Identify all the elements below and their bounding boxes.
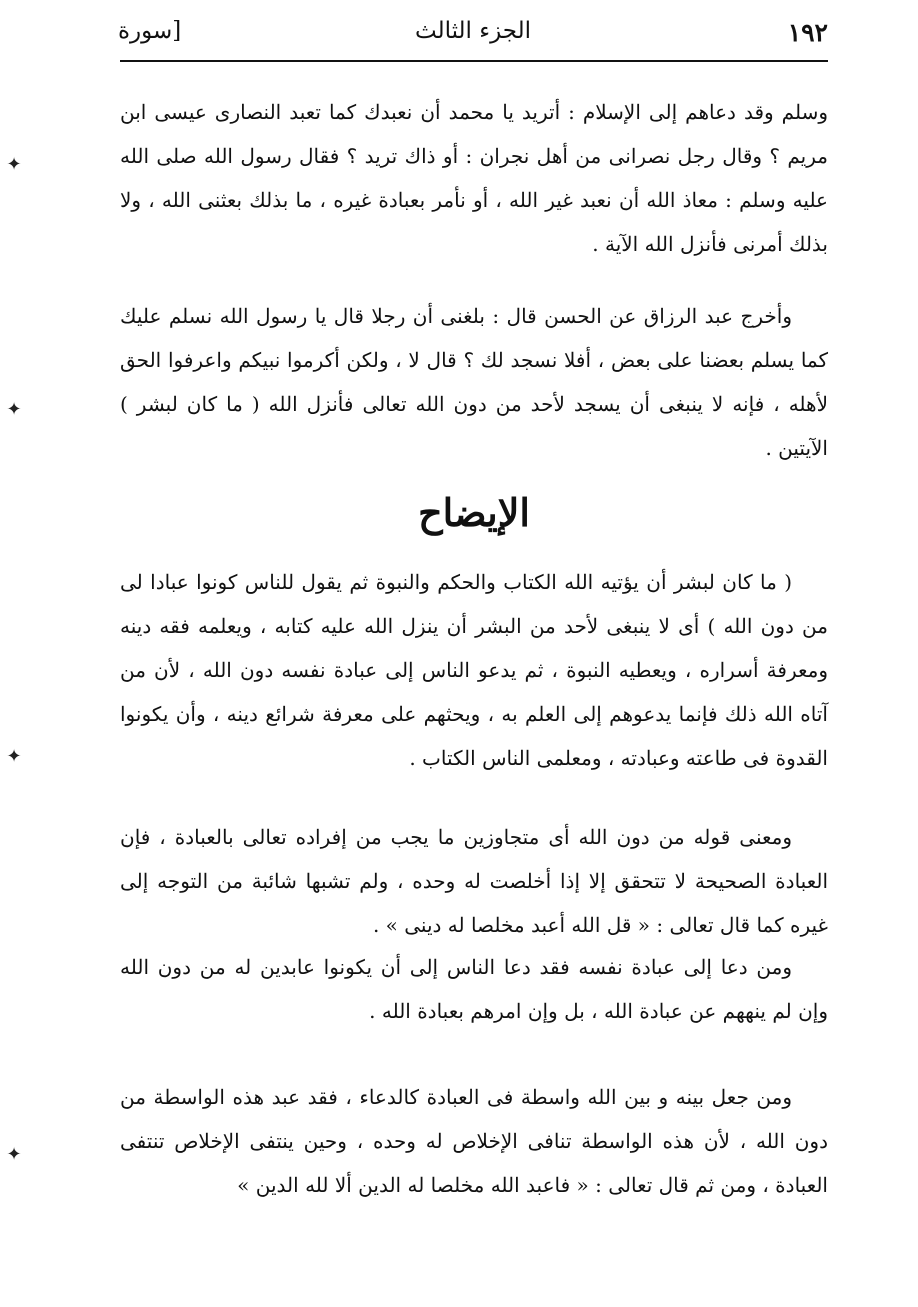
paragraph-4: ومعنى قوله من دون الله أى متجاوزين ما يجب من إفراده تعالى بالعبادة ، فإن العبادة الصحيحة لا تتحقق إلا إذا أخلصت له وحده ، ولم تشبها شائبة من التوجه إلى غيره كما قال تعالى : « قل الله أعبد مخلصا له دينى » . [120, 825, 828, 937]
page-number: ١٩٢ [787, 18, 828, 47]
running-header [118, 10, 828, 54]
surah-label: [سورة [118, 18, 182, 44]
paragraph-2: وأخرج عبد الرزاق عن الحسن قال : بلغنى أن رجلا قال يا رسول الله نسلم عليك كما يسلم بعضنا على بعض ، أفلا نسجد لك ؟ قال لا ، ولكن أكرموا نبيكم واعرفوا الحق لأهله ، فإنه لا ينبغى أن يسجد لأحد من دون الله تعالى فأنزل الله ( ما كان لبشر ) الآيتين . [120, 304, 828, 460]
margin-mark-icon: ✦ [6, 399, 22, 420]
paragraph-5: ومن دعا إلى عبادة نفسه فقد دعا الناس إلى أن يكونوا عابدين له من دون الله وإن لم ينههم عن عبادة الله ، بل وإن امرهم بعبادة الله . [120, 955, 828, 1023]
margin-mark-icon: ✦ [6, 746, 22, 767]
header-rule [120, 60, 828, 62]
paragraph-3: ( ما كان لبشر أن يؤتيه الله الكتاب والحكم والنبوة ثم يقول للناس كونوا عبادا لى من دون الله ) أى لا ينبغى لأحد من البشر أن ينزل الله عليه كتابه ، ويعلمه فقه دينه ومعرفة أسراره ، ويعطيه النبوة ، ثم يدعو الناس إلى عبادة نفسه دون الله ، لأن من آتاه الله ذلك فإنما يدعوهم إلى العلم به ، ويحثهم على معرفة شرائع دينه ، وأن يكونوا القدوة فى طاعته وعبادته ، ومعلمى الناس الكتاب . [120, 570, 828, 770]
section-title: الإيضاح [418, 490, 530, 535]
margin-mark-icon: ✦ [6, 1144, 22, 1165]
paragraph-1: وسلم وقد دعاهم إلى الإسلام : أتريد يا محمد أن نعبدك كما تعبد النصارى عيسى ابن مريم ؟ وقال رجل نصرانى من أهل نجران : أو ذاك تريد ؟ فقال رسول الله صلى الله عليه وسلم : معاذ الله أن نعبد غير الله ، أو نأمر بعبادة غيره ، ما بذلك بعثنى الله ، ولا بذلك أمرنى فأنزل الله الآية . [120, 100, 828, 256]
part-title: الجزء الثالث [415, 18, 531, 44]
margin-mark-icon: ✦ [6, 154, 22, 175]
paragraph-6: ومن جعل بينه و بين الله واسطة فى العبادة كالدعاء ، فقد عبد هذه الواسطة من دون الله ، لأن هذه الواسطة تنافى الإخلاص له وحده ، وحين ينتفى الإخلاص تنتفى العبادة ، ومن ثم قال تعالى : « فاعبد الله مخلصا له الدين ألا لله الدين » [120, 1085, 828, 1197]
